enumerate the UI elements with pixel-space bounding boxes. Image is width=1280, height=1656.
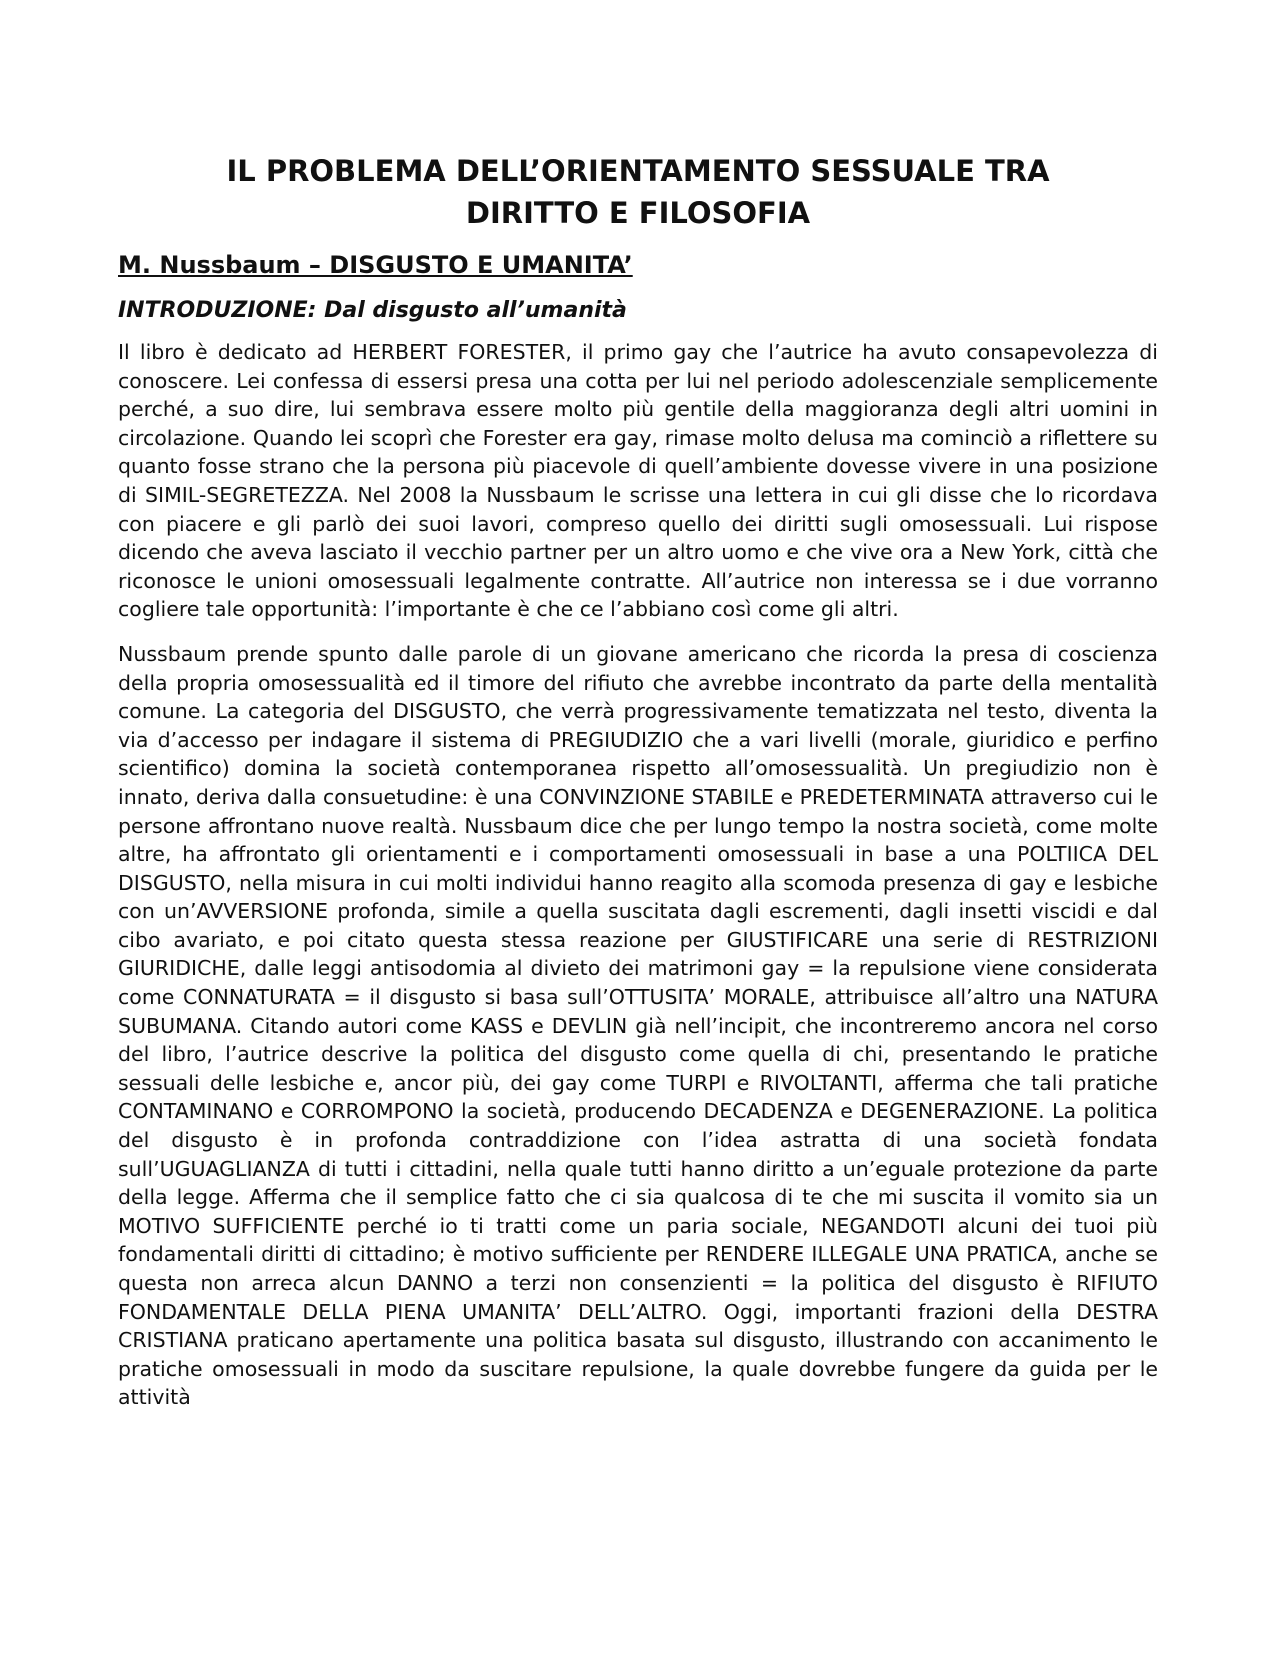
document-page xyxy=(118,150,1158,1428)
document-subtitle: M. Nussbaum – DISGUSTO E UMANITA’ xyxy=(118,251,633,279)
body-paragraph-2: Nussbaum prende spunto dalle parole di un giovane americano che ricorda la presa di coscienza della propria omosessualità ed il timore del rifiuto che avrebbe incontrato da parte della mentalità comune. La categoria del DISGUSTO, che verrà progressivamente tematizzata nel testo, diventa la via d’accesso per indagare il sistema di PREGIUDIZIO che a vari livelli (morale, giuridico e perfino scientifico) domina la società contemporanea rispetto all’omosessualità. Un pregiudizio non è innato, deriva dalla consuetudine: è una CONVINZIONE STABILE e PREDETERMINATA attraverso cui le persone affrontano nuove realtà. Nussbaum dice che per lungo tempo la nostra società, come molte altre, ha affrontato gli orientamenti e i comportamenti omosessuali in base a una POLTIICA DEL DISGUSTO, nella misura in cui molti individui hanno reagito alla scomoda presenza di gay e lesbiche con un’AVVERSIONE profonda, simile a quella suscitata dagli escrementi, dagli insetti viscidi e dal cibo avariato, e poi citato questa stessa reazione per GIUSTIFICARE una serie di RESTRIZIONI GIURIDICHE, dalle leggi antisodomia al divieto dei matrimoni gay = la repulsione viene considerata come CONNATURATA = il disgusto si basa sull’OTTUSITA’ MORALE, attribuisce all’altro una NATURA SUBUMANA. Citando autori come KASS e DEVLIN già nell’incipit, che incontreremo ancora nel corso del libro, l’autrice descrive la politica del disgusto come quella di chi, presentando le pratiche sessuali delle lesbiche e, ancor più, dei gay come TURPI e RIVOLTANTI, afferma che tali pratiche CONTAMINANO e CORROMPONO la società, producendo DECADENZA e DEGENERAZIONE. La politica del disgusto è in profonda contraddizione con l’idea astratta di una società fondata sull’UGUAGLIANZA di tutti i cittadini, nella quale tutti hanno diritto a un’eguale protezione da parte della legge. Afferma che il semplice fatto che ci sia qualcosa di te che mi suscita il vomito sia un MOTIVO SUFFICIENTE perché io ti tratti come un paria sociale, NEGANDOTI alcuni dei tuoi più fondamentali diritti di cittadino; è motivo sufficiente per RENDERE ILLEGALE UNA PRATICA, anche se questa non arreca alcun DANNO a terzi non consenzienti = la politica del disgusto è RIFIUTO FONDAMENTALE DELLA PIENA UMANITA’ DELL’ALTRO. Oggi, importanti frazioni della DESTRA CRISTIANA praticano apertamente una politica basata sul disgusto, illustrando con accanimento le pratiche omosessuali in modo da suscitare repulsione, la quale dovrebbe fungere da guida per le attività xyxy=(118,641,1158,1410)
document-title xyxy=(118,150,1158,234)
document-title-line-2: DIRITTO E FILOSOFIA xyxy=(465,196,811,230)
section-heading: INTRODUZIONE: Dal disgusto all’umanità xyxy=(118,298,627,323)
document-title-line-1: IL PROBLEMA DELL’ORIENTAMENTO SESSUALE TRA xyxy=(226,154,1050,188)
body-paragraph-1: Il libro è dedicato ad HERBERT FORESTER, il primo gay che l’autrice ha avuto consapevolezza di conoscere. Lei confessa di essersi presa una cotta per lui nel periodo adolescenziale semplicemente perché, a suo dire, lui sembrava essere molto più gentile della maggioranza degli altri uomini in circolazione. Quando lei scoprì che Forester era gay, rimase molto delusa ma cominciò a riflettere su quanto fosse strano che la persona più piacevole di quell’ambiente dovesse vivere in una posizione di SIMIL-SEGRETEZZA. Nel 2008 la Nussbaum le scrisse una lettera in cui gli disse che lo ricordava con piacere e gli parlò dei suoi lavori, compreso quello dei diritti sugli omosessuali. Lui rispose dicendo che aveva lasciato il vecchio partner per un altro uomo e che vive ora a New York, città che riconosce le unioni omosessuali legalmente contratte. All’autrice non interessa se i due vorranno cogliere tale opportunità: l’importante è che ce l’abbiano così come gli altri. xyxy=(118,340,1158,622)
